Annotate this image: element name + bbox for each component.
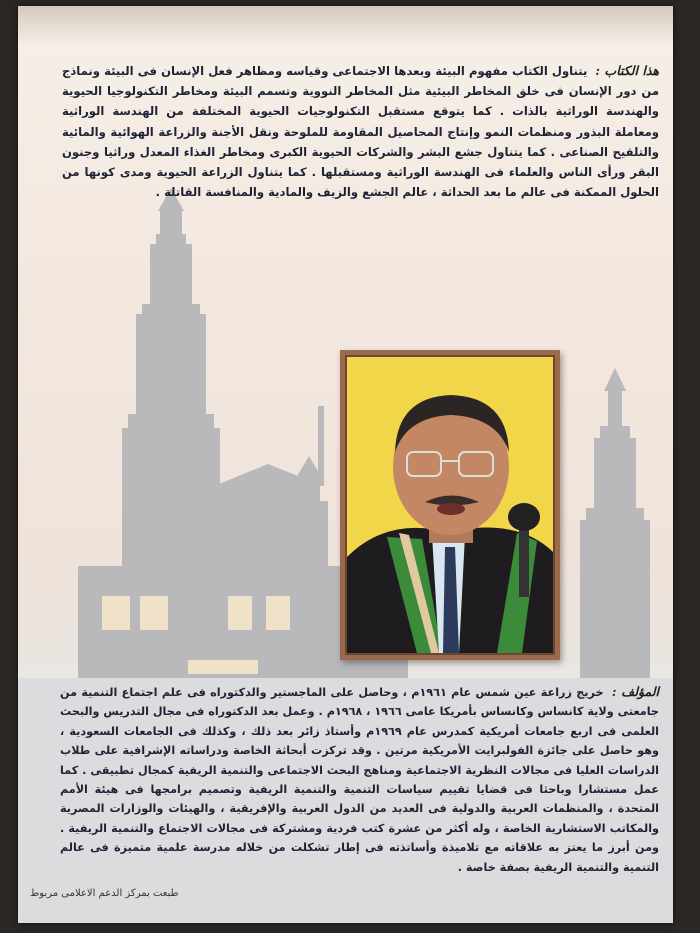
about-book-text — [62, 61, 659, 202]
author-photo — [340, 350, 560, 660]
author-bio-body: خريج زراعة عين شمس عام ١٩٦١م ، وحاصل على الماجستير والدكتوراه فى علم اجتماع التنمية من جامعتى ولاية كانساس وكانساس بأمريكا عامى ١٩٦٦ ، ١٩٦٨م . وعمل بعد الدكتوراه فى مجال التدريس والبحث العلمى فى اربع جامعات أمريكية كمدرس عام ١٩٦٩م وأستاذ زائر بعد ذلك ، وكذلك فى الجامعات السعودية ، وهو حاصل على جائزة الفولبرايت الأمريكية مرتين . وقد تركزت أبحاثة الخاصة ودراساته الإشرافية على طلاب الدراسات العليا فى مجالات النظرية الاجتماعية ومناهج البحث الاجتماعى والتنمية الريفية كمجال تطبيقى . كما عمل مستشارا وباحثا فى قضايا تقييم سياسات التنمية والتنمية الريفية وتصميم برامجها فى هيئة الأمم المتحدة ، والمنظمات العربية والدولية فى العديد من الدول العربية والإفريقية ، والهيئات والوزارات المصرية والمكاتب الاستشارية الخاصة ، وله أكثر من عشرة كتب فردية ومشتركة فى مجالات الاجتماع والتنمية الريفية . ومن أبرز ما يعتز به علاقاته مع تلاميذة وأساتذته فى إطار تشكلت من خلاله مدرسة علمية متميزة فى عالم التنمية والتنمية الريفية بصفة خاصة . — [60, 686, 659, 874]
author-portrait-illustration — [347, 357, 553, 653]
about-book-label: هذا الكتاب : — [595, 63, 659, 78]
author-bio-text — [60, 682, 659, 877]
printer-note: طبعت بمركز الدعم الاعلامى مربوط — [30, 888, 179, 899]
back-cover — [18, 6, 673, 923]
author-photo-image — [345, 355, 555, 655]
author-label: المؤلف : — [611, 684, 659, 699]
about-book-body: يتناول الكتاب مفهوم البيئة وبعدها الاجتماعى وقياسه ومظاهر فعل الإنسان فى البيئة ونماذج من دور الإنسان فى خلق المخاطر البيئية مثل المخاطر النووية وتسمم البيئة ومخاطر التكنولوجيا الحيوية والهندسة الوراثية بالذات . كما يتوقع مستقبل التكنولوجيات الحيوية المختلفة من الهندسة الوراثية ومعاملة البذور ومنظمات النمو وإنتاج المحاصيل المقاومة للملوحة ونقل الأجنة والزراعة الهوائية والمائية والتلقيح الصناعى . كما يتناول جشع البشر والشركات الحيوية الكبرى ومخاطر الغذاء المعدل وراثيا وجنون البقر ورأى الناس والعلماء فى الهندسة الوراثية ومستقبلها . كما يتناول الزراعة الحيوية ومدى كونها من الحلول الممكنة فى عالم ما بعد الحداثة ، عالم الجشع والزيف والمادية والمنافسة القاتلة . — [62, 64, 659, 200]
